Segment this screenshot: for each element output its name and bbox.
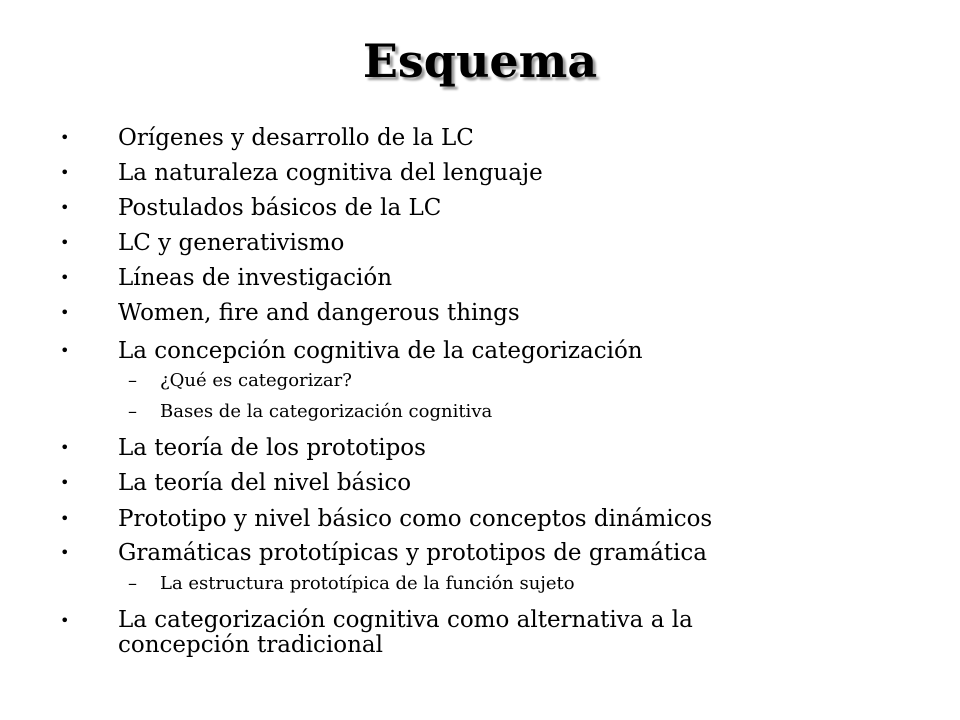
- bullet-icon: •: [60, 233, 70, 252]
- list-item-text: La categorización cognitiva como alternativa a la concepción tradicional: [118, 607, 693, 658]
- list-item-text: Orígenes y desarrollo de la LC: [118, 125, 474, 151]
- dash-icon: –: [128, 573, 137, 594]
- list-item-text: Gramáticas prototípicas y prototipos de gramática: [118, 540, 707, 566]
- list-item-text: La concepción cognitiva de la categorización: [118, 338, 643, 364]
- list-item-text: LC y generativismo: [118, 230, 345, 256]
- bullet-icon: •: [60, 473, 70, 492]
- sub-list-item-text: La estructura prototípica de la función sujeto: [160, 573, 575, 594]
- bullet-icon: •: [60, 303, 70, 322]
- list-item: [60, 160, 543, 186]
- list-item: [60, 195, 442, 221]
- list-item: [60, 435, 426, 461]
- list-item-text: Women, fire and dangerous things: [118, 300, 520, 326]
- bullet-icon: •: [60, 438, 70, 457]
- list-item: [60, 470, 412, 496]
- bullet-icon: •: [60, 341, 70, 360]
- sub-list-item: [128, 401, 493, 423]
- list-item: [60, 338, 643, 364]
- bullet-icon: •: [60, 543, 70, 562]
- bullet-icon: •: [60, 128, 70, 147]
- list-item: [60, 230, 345, 256]
- bullet-icon: •: [60, 268, 70, 287]
- list-item: [60, 300, 520, 326]
- sub-list-item-text: Bases de la categorización cognitiva: [160, 401, 493, 422]
- slide-title: Esquema: [362, 34, 598, 88]
- list-item: [60, 506, 713, 532]
- sub-list-item: [128, 370, 352, 392]
- list-item-text: Postulados básicos de la LC: [118, 195, 442, 221]
- bullet-icon: •: [60, 611, 70, 630]
- list-item: [60, 125, 474, 151]
- bullet-icon: •: [60, 509, 70, 528]
- sub-list-item: [128, 573, 575, 595]
- list-item-text: Prototipo y nivel básico como conceptos dinámicos: [118, 506, 713, 532]
- list-item-text: La teoría de los prototipos: [118, 435, 426, 461]
- sub-list-item-text: ¿Qué es categorizar?: [160, 370, 352, 391]
- dash-icon: –: [128, 370, 137, 391]
- list-item-text: La naturaleza cognitiva del lenguaje: [118, 160, 543, 186]
- list-item: [60, 540, 707, 566]
- bullet-icon: •: [60, 198, 70, 217]
- list-item-text: Líneas de investigación: [118, 265, 393, 291]
- list-item: [60, 265, 393, 291]
- list-item-text: La teoría del nivel básico: [118, 470, 412, 496]
- bullet-icon: •: [60, 163, 70, 182]
- dash-icon: –: [128, 401, 137, 422]
- list-item: [60, 607, 818, 658]
